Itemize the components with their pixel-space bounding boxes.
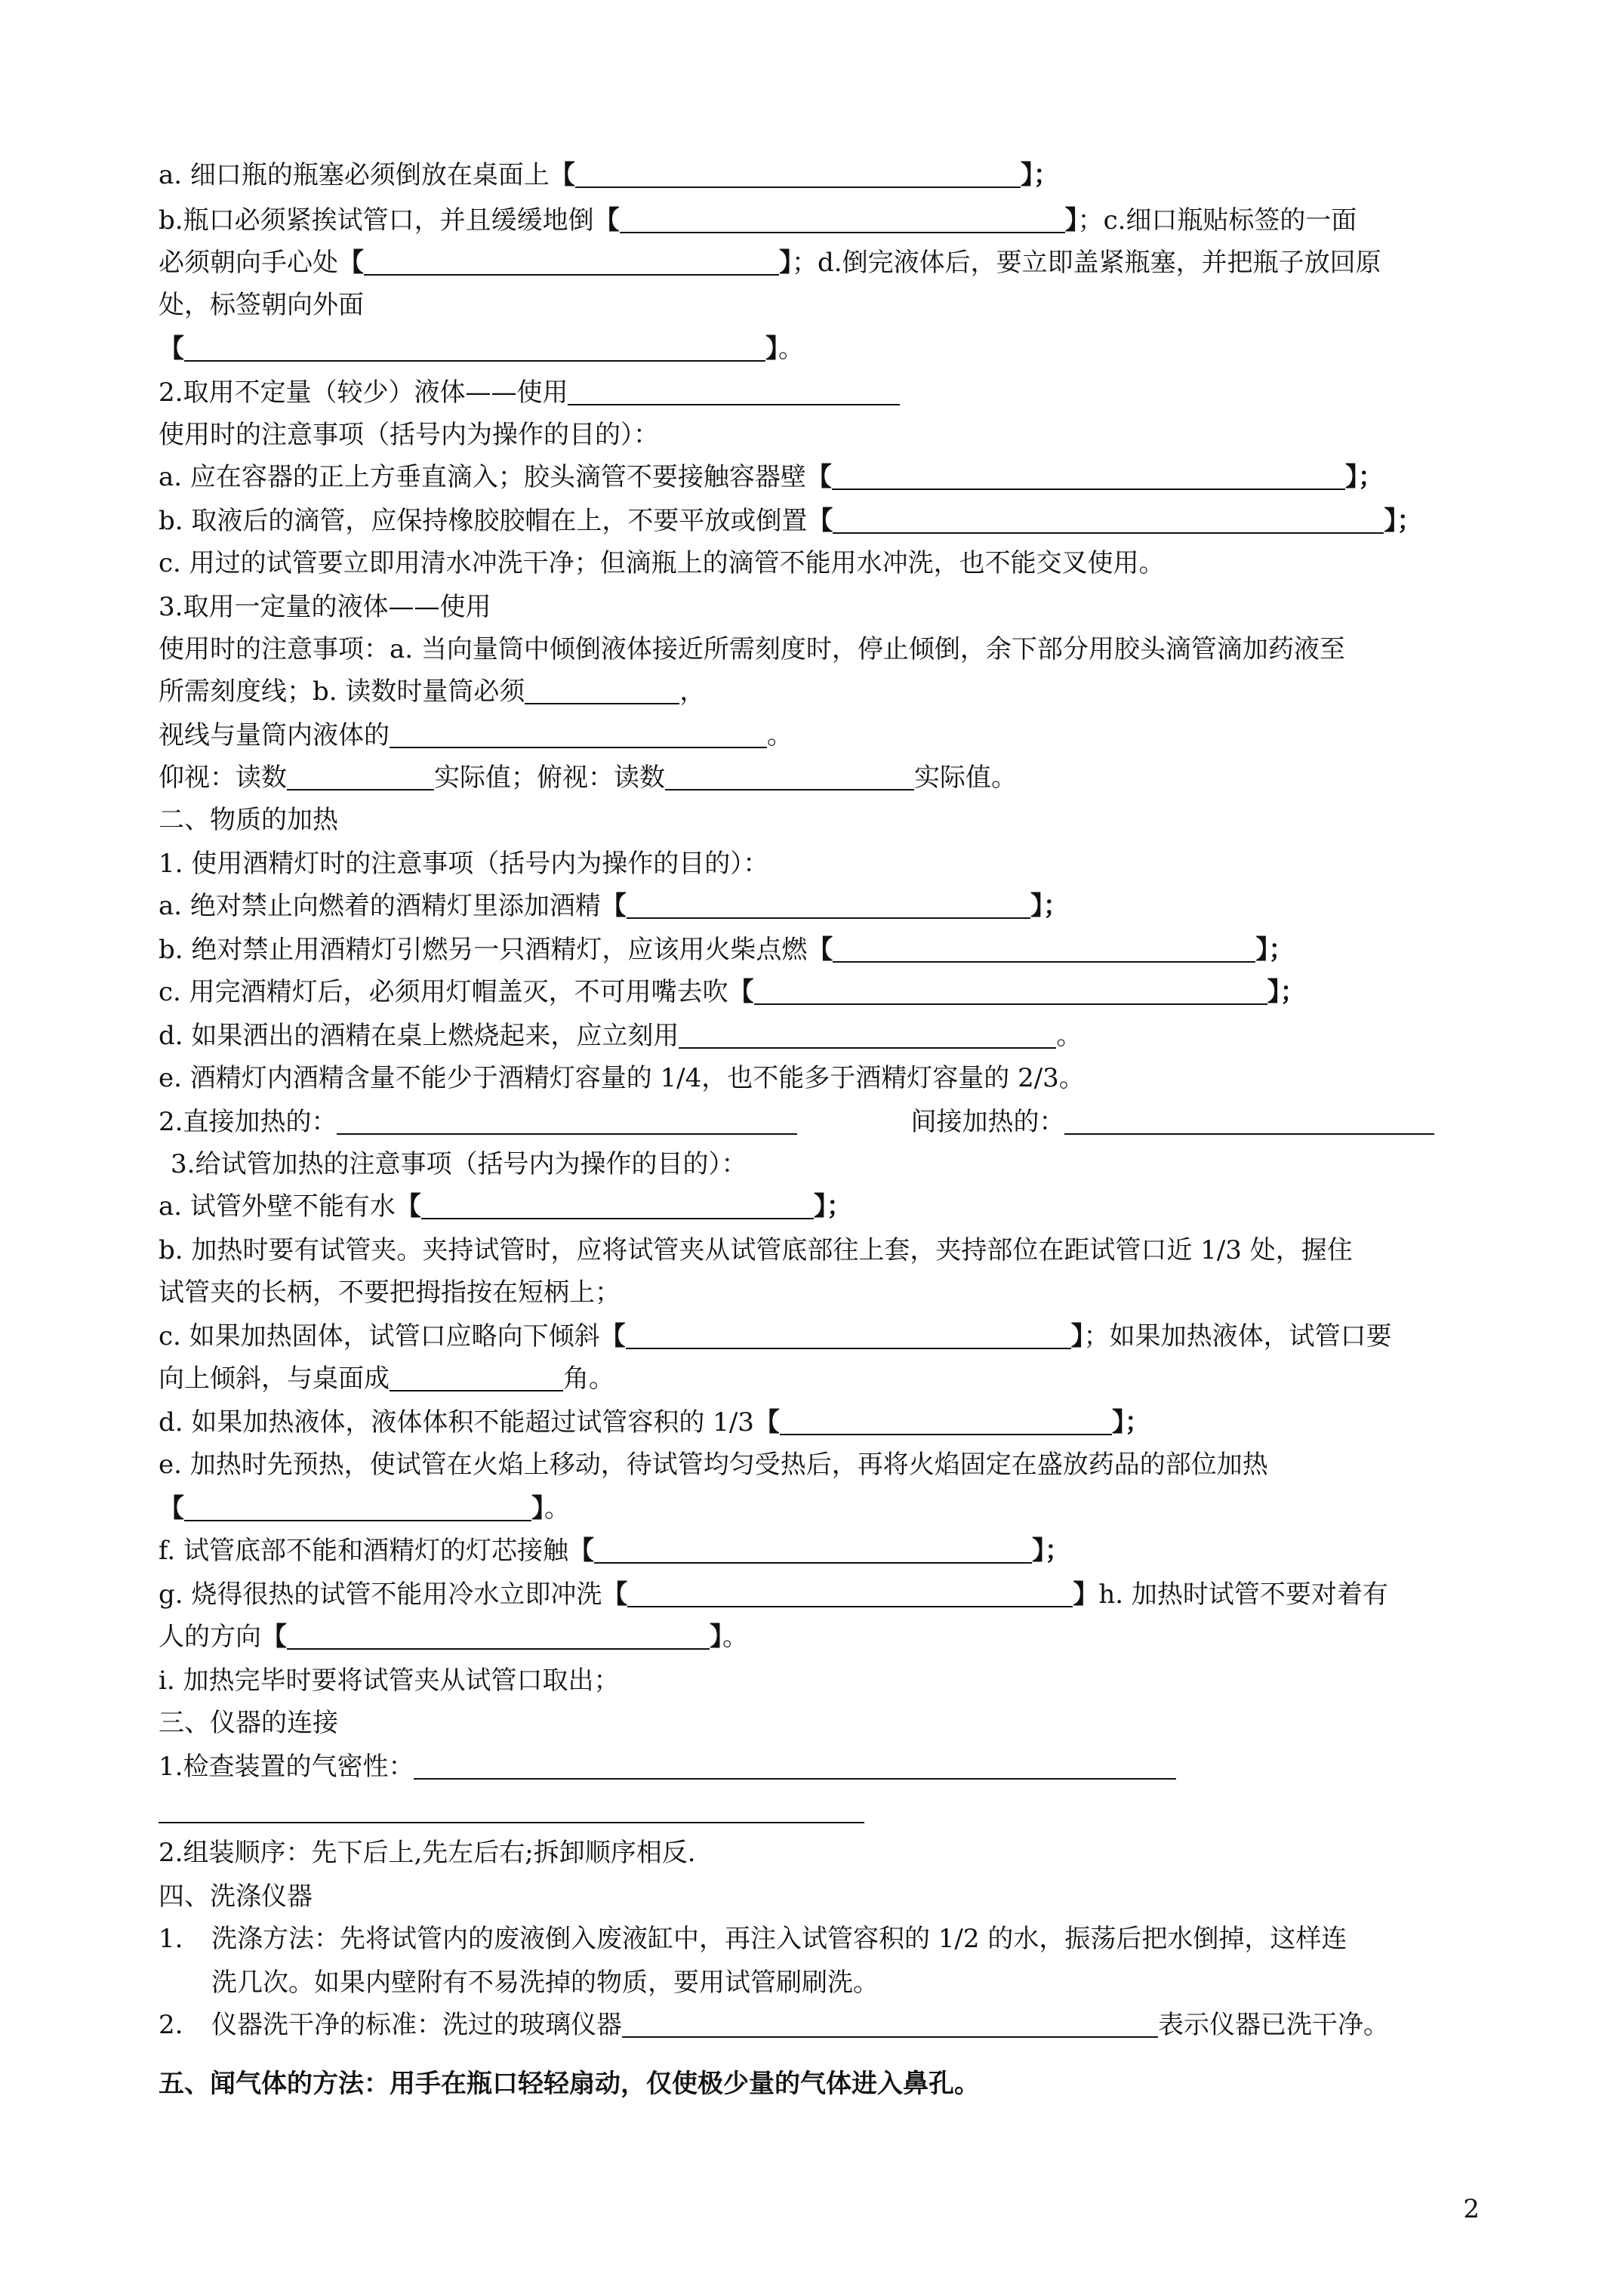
bracket-close: 】； <box>1030 891 1069 921</box>
bracket-open: 【 <box>549 160 575 190</box>
line-14 <box>159 719 793 752</box>
text: 。 <box>1056 1021 1083 1051</box>
bracket-close: 】 <box>710 1622 722 1652</box>
text: 洗涤方法：先将试管内的废液倒入废液缸中，再注入试管容积的 1/2 的水，振荡后把水倒掉，这样连 <box>211 1924 1347 1954</box>
text: 处，标签朝向外面 <box>159 290 364 320</box>
section-heading-3 <box>159 1706 338 1740</box>
line-27 <box>159 1276 621 1309</box>
text: e. 加热时先预热，使试管在火焰上移动，待试管均匀受热后，再将火焰固定在盛放药品的部位加热 <box>159 1450 1268 1480</box>
text: 3.给试管加热的注意事项（括号内为操作的目的）： <box>171 1149 747 1179</box>
section-heading-5 <box>159 2067 980 2100</box>
text: 2.取用不定量（较少）液体——使用 <box>159 378 568 408</box>
blank-field[interactable] <box>780 1411 1112 1435</box>
list-item-1-cont <box>159 1966 879 1999</box>
blank-field[interactable] <box>364 251 779 276</box>
text: a. 绝对禁止向燃着的酒精灯里添加酒精 <box>159 891 601 921</box>
line-13 <box>159 675 705 708</box>
text: ；如果加热液体，试管口要 <box>1083 1321 1392 1351</box>
bracket-open: 【 <box>593 205 620 236</box>
blank-field[interactable] <box>833 938 1255 963</box>
text: 使用时的注意事项：a. 当向量筒中倾倒液体接近所需刻度时，停止倾倒，余下部分用胶头滴管滴加药液至 <box>159 634 1345 664</box>
line-15 <box>159 761 1017 794</box>
line-1 <box>159 159 1059 192</box>
line-12 <box>159 633 1345 666</box>
text: 向上倾斜，与桌面成 <box>159 1364 390 1394</box>
blank-field[interactable] <box>390 1367 563 1391</box>
blank-field[interactable] <box>754 981 1267 1005</box>
line-40 <box>159 1836 696 1869</box>
bracket-close: 】 <box>765 334 778 364</box>
line-39 <box>159 1794 864 1827</box>
text: c. 用过的试管要立即用清水冲洗干净；但滴瓶上的滴管不能用水冲洗，也不能交叉使用。 <box>159 548 1165 578</box>
text: 使用时的注意事项（括号内为操作的目的）： <box>159 420 659 450</box>
line-18 <box>159 889 1069 923</box>
bracket-close: 】； <box>1255 935 1295 965</box>
line-24 <box>171 1148 747 1181</box>
blank-field[interactable] <box>622 2014 1158 2038</box>
text: 仰视：读数 <box>159 763 287 793</box>
text: f. 试管底部不能和酒精灯的灯芯接触 <box>159 1536 568 1566</box>
line-25 <box>159 1190 852 1223</box>
text: 实际值。 <box>914 763 1017 793</box>
text: 实际值；俯视：读数 <box>434 763 665 793</box>
bracket-close: 】 <box>779 248 792 278</box>
line-30 <box>159 1406 1150 1439</box>
bracket-close: 】； <box>813 1191 852 1222</box>
line-34 <box>159 1578 1388 1611</box>
text: a. 试管外壁不能有水 <box>159 1191 396 1222</box>
text: 2.组装顺序：先下后上,先左后右;拆卸顺序相反. <box>159 1838 696 1868</box>
blank-field[interactable] <box>627 1583 1073 1607</box>
blank-field[interactable] <box>287 766 434 791</box>
bracket-close: 】； <box>1384 506 1423 536</box>
text: 。 <box>767 720 793 750</box>
blank-field[interactable] <box>568 381 900 405</box>
text: 二、物质的加热 <box>159 805 338 835</box>
line-3 <box>159 246 1381 279</box>
bracket-close: 】； <box>1111 1407 1150 1438</box>
text: 仪器洗干净的标准：洗过的玻璃仪器 <box>211 2010 622 2040</box>
text: 洗几次。如果内壁附有不易洗掉的物质，要用试管刷刷洗。 <box>211 1968 879 1998</box>
bracket-open: 【 <box>395 1191 421 1222</box>
line-19 <box>159 933 1294 966</box>
bracket-open: 【 <box>807 506 833 536</box>
bracket-open: 【 <box>159 1493 184 1524</box>
text: 。 <box>778 334 804 364</box>
blank-field[interactable] <box>421 1195 814 1219</box>
text: 表示仪器已洗干净。 <box>1158 2010 1389 2040</box>
text: d. 如果加热液体，液体体积不能超过试管容积的 1/3 <box>159 1407 754 1438</box>
text: 间接加热的： <box>910 1107 1065 1137</box>
list-number: 1. <box>159 1924 183 1954</box>
bracket-open: 【 <box>602 1579 628 1610</box>
list-item-1 <box>159 1922 1347 1955</box>
text: 五、闻气体的方法：用手在瓶口轻轻扇动，仅使极少量的气体进入鼻孔。 <box>159 2069 980 2099</box>
text: 视线与量筒内液体的 <box>159 720 390 750</box>
blank-field[interactable] <box>287 1626 710 1650</box>
line-31 <box>159 1448 1268 1481</box>
text: e. 酒精灯内酒精含量不能少于酒精灯容量的 1/4，也不能多于酒精灯容量的 2/3。 <box>159 1063 1085 1093</box>
text: h. 加热时试管不要对着有 <box>1098 1579 1388 1610</box>
text: 3.取用一定量的液体——使用 <box>159 592 491 622</box>
bracket-close: 】； <box>1020 160 1059 190</box>
blank-field[interactable] <box>414 1755 1176 1780</box>
line-8 <box>159 461 1384 494</box>
line-9 <box>159 504 1422 538</box>
text: a. 细口瓶的瓶塞必须倒放在桌面上 <box>159 160 550 190</box>
blank-field[interactable] <box>184 337 765 362</box>
line-2 <box>159 204 1357 237</box>
blank-field[interactable] <box>337 1111 797 1135</box>
text: b. 绝对禁止用酒精灯引燃另一只酒精灯，应该用火柴点燃 <box>159 935 808 965</box>
line-33 <box>159 1534 1070 1567</box>
text: a. 应在容器的正上方垂直滴入；胶头滴管不要接触容器壁 <box>159 462 806 492</box>
bracket-close: 】； <box>1032 1536 1070 1566</box>
line-10 <box>159 547 1165 580</box>
text: 三、仪器的连接 <box>159 1708 338 1738</box>
bracket-open: 【 <box>728 977 754 1007</box>
text: 。 <box>544 1493 570 1524</box>
text: 。 <box>722 1622 748 1652</box>
blank-field[interactable] <box>594 1539 1032 1564</box>
text: 必须朝向手心处 <box>159 248 338 278</box>
line-21 <box>159 1019 1082 1052</box>
blank-field[interactable] <box>525 680 679 704</box>
line-29 <box>159 1362 614 1395</box>
text: d. 如果洒出的酒精在桌上燃烧起来，应立刻用 <box>159 1021 679 1051</box>
section-heading-4 <box>159 1880 313 1913</box>
text: 角。 <box>563 1364 614 1394</box>
blank-field[interactable] <box>679 1025 1056 1049</box>
bracket-close: 】 <box>531 1493 544 1524</box>
text: 2.直接加热的： <box>159 1107 337 1137</box>
text: ；c.细口瓶贴标签的一面 <box>1077 205 1357 236</box>
line-11 <box>159 590 491 624</box>
blank-field[interactable] <box>626 1325 1071 1349</box>
blank-field[interactable] <box>184 1497 531 1521</box>
bracket-close: 】； <box>1267 977 1306 1007</box>
line-23 <box>159 1105 1434 1139</box>
bracket-open: 【 <box>568 1536 594 1566</box>
text: g. 烧得很热的试管不能用冷水立即冲洗 <box>159 1579 602 1610</box>
blank-field[interactable] <box>1064 1111 1434 1135</box>
bracket-open: 【 <box>159 334 184 364</box>
text: 1.检查装置的气密性： <box>159 1752 414 1782</box>
line-38 <box>159 1750 1176 1783</box>
line-7 <box>159 418 659 451</box>
bracket-open: 【 <box>805 462 832 492</box>
blank-field[interactable] <box>575 164 1021 188</box>
text: b. 取液后的滴管，应保持橡胶胶帽在上，不要平放或倒置 <box>159 506 808 536</box>
blank-field[interactable] <box>620 209 1065 233</box>
blank-field[interactable] <box>665 766 914 791</box>
bracket-open: 【 <box>599 1321 626 1351</box>
line-32 <box>159 1492 570 1525</box>
text: b. 加热时要有试管夹。夹持试管时，应将试管夹从试管底部往上套，夹持部位在距试管口近 1/3 处，握住 <box>159 1235 1353 1265</box>
bracket-open: 【 <box>807 935 833 965</box>
line-4 <box>159 288 364 322</box>
section-heading-2 <box>159 803 338 837</box>
text: c. 用完酒精灯后，必须用灯帽盖灭，不可用嘴去吹 <box>159 977 728 1007</box>
line-22 <box>159 1062 1085 1095</box>
blank-field[interactable] <box>390 724 767 748</box>
page-number: 2 <box>1463 2194 1480 2224</box>
bracket-close: 】 <box>1073 1579 1099 1610</box>
text: ；d.倒完液体后，要立即盖紧瓶塞，并把瓶子放回原 <box>792 248 1381 278</box>
line-28 <box>159 1320 1392 1353</box>
bracket-open: 【 <box>600 891 627 921</box>
bracket-open: 【 <box>338 248 364 278</box>
line-5 <box>159 332 804 365</box>
line-20 <box>159 975 1306 1009</box>
bracket-close: 】 <box>1064 205 1078 236</box>
blank-field[interactable] <box>159 1799 864 1823</box>
line-17 <box>159 847 768 880</box>
blank-field[interactable] <box>832 466 1345 490</box>
text: i. 加热完毕时要将试管夹从试管口取出； <box>159 1666 620 1696</box>
text: b.瓶口必须紧挨试管口，并且缓缓地倒 <box>159 205 594 236</box>
line-36 <box>159 1664 620 1697</box>
bracket-close: 】； <box>1344 462 1384 492</box>
line-35 <box>159 1620 748 1653</box>
line-6 <box>159 376 900 409</box>
text: ， <box>679 676 706 707</box>
blank-field[interactable] <box>627 895 1030 919</box>
list-number: 2. <box>159 2010 183 2040</box>
text: 人的方向 <box>159 1622 261 1652</box>
bracket-open: 【 <box>261 1622 287 1652</box>
bracket-open: 【 <box>753 1407 780 1438</box>
line-26 <box>159 1234 1353 1267</box>
blank-field[interactable] <box>833 510 1384 534</box>
bracket-close: 】 <box>1070 1321 1084 1351</box>
list-item-2 <box>159 2008 1389 2042</box>
text: 四、洗涤仪器 <box>159 1881 313 1912</box>
text: 所需刻度线；b. 读数时量筒必须 <box>159 676 525 707</box>
text: 1. 使用酒精灯时的注意事项（括号内为操作的目的）： <box>159 849 769 879</box>
text: 试管夹的长柄，不要把拇指按在短柄上； <box>159 1277 621 1308</box>
text: c. 如果加热固体，试管口应略向下倾斜 <box>159 1321 600 1351</box>
